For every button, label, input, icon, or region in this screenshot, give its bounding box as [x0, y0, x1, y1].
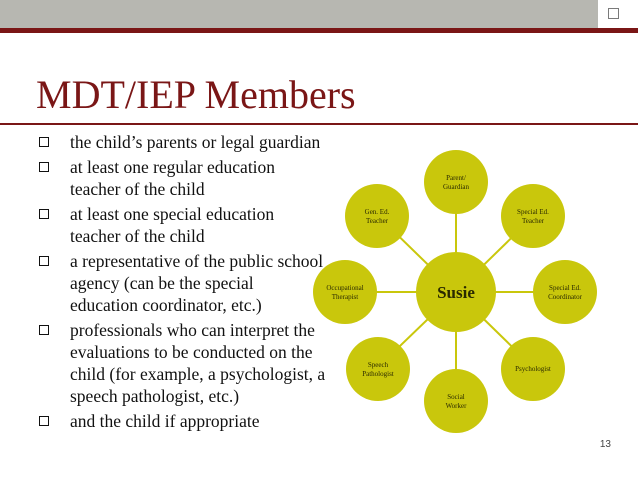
bullet-text: at least one regular education teacher of the child [70, 157, 276, 199]
node-label [446, 393, 467, 410]
node-label-line: Guardian [442, 183, 470, 191]
bullet-text: the child’s parents or legal guardian [70, 132, 321, 152]
bullet-text: a representative of the public school agency (can be the special education coordinator, etc.) [70, 251, 324, 315]
node-label [548, 284, 582, 301]
node-label-line: Pathologist [362, 370, 394, 378]
node-label-line: Gen. Ed. [364, 208, 390, 216]
node-special-ed-teacher [501, 184, 565, 248]
node-label-line: Worker [445, 402, 467, 410]
node-label-line: Psychologist [515, 365, 551, 373]
node-gen-ed-teacher [345, 184, 409, 248]
node-label-line: Social [447, 393, 465, 401]
bullet-text: and the child if appropriate [70, 411, 260, 431]
node-label-line: Special Ed. [549, 284, 581, 292]
node-label [443, 174, 470, 191]
slide-title: MDT/IEP Members [36, 72, 356, 117]
node-label-line: Parent/ [446, 174, 466, 182]
node-label-line: Occupational [326, 284, 364, 292]
page-number: 13 [599, 439, 611, 450]
bullet-text: at least one special education teacher of the child [70, 204, 275, 246]
node-label-line: Teacher [521, 217, 545, 225]
node-speech-pathologist [346, 337, 410, 401]
node-special-ed-coordinator [533, 260, 597, 324]
node-label-line: Teacher [365, 217, 389, 225]
node-label-line: Therapist [331, 293, 359, 301]
node-label-line: Special Ed. [517, 208, 549, 216]
center-label: Susie [437, 283, 475, 302]
node-social-worker [424, 369, 488, 433]
bullet-text: professionals who can interpret the evaluations to be conducted on the child (for example, a psychologist, a speech pathologist, etc.) [70, 320, 326, 406]
node-label [365, 208, 390, 225]
node-parent-guardian [424, 150, 488, 214]
node-label-line: Speech [367, 361, 389, 369]
node-label [326, 284, 363, 301]
node-label [515, 365, 551, 373]
node-occupational-therapist [313, 260, 377, 324]
node-label-line: Coordinator [548, 293, 582, 301]
